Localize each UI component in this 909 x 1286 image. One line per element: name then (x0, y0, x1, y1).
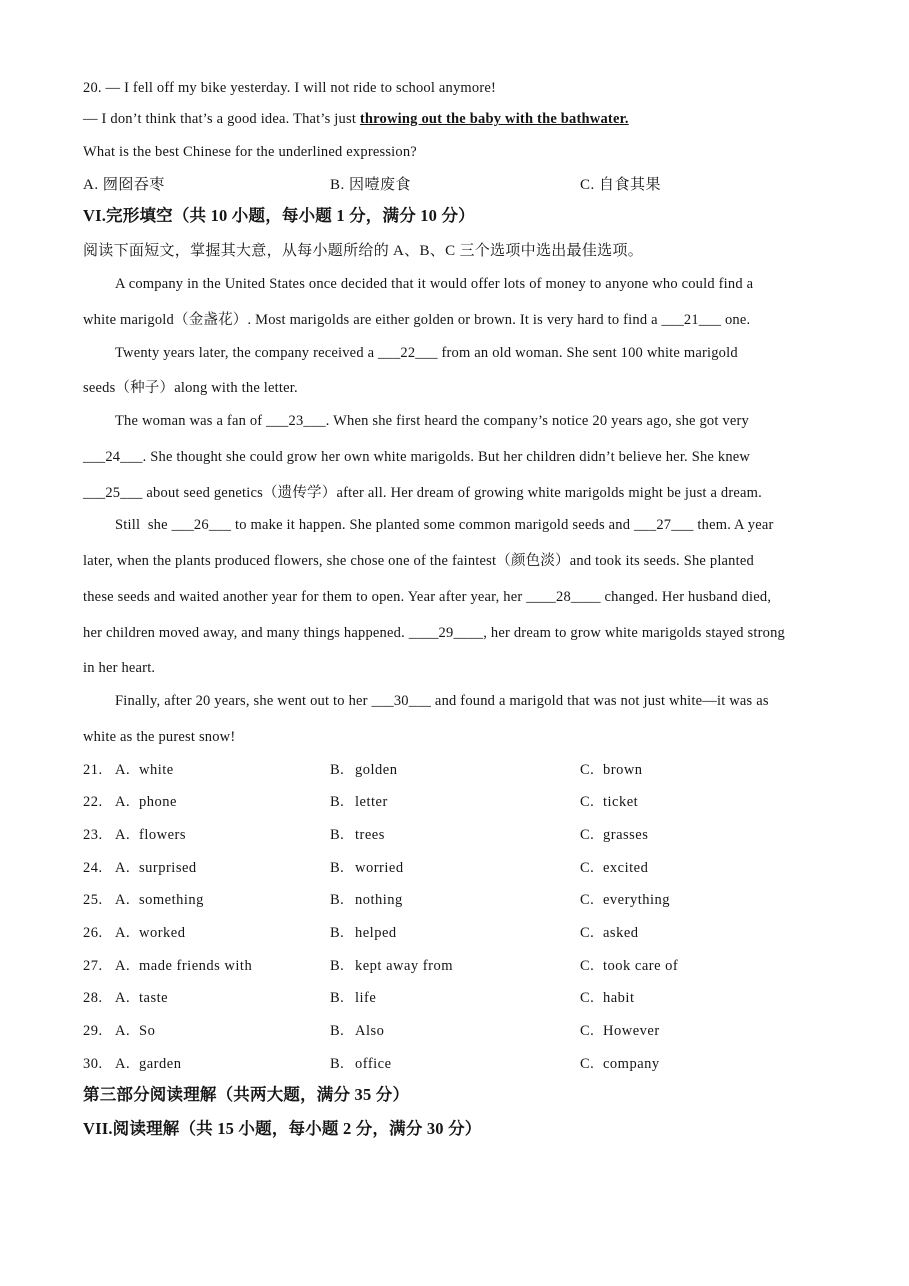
option-row (0, 793, 909, 811)
option-label: A. (115, 925, 131, 941)
option-text: made friends with (139, 958, 253, 974)
option-row (0, 891, 909, 909)
option-label: A. (115, 1023, 131, 1039)
option-text: helped (355, 925, 397, 941)
question-number: 27. (83, 958, 103, 974)
option-text: white (139, 762, 174, 778)
option-text: company (603, 1056, 660, 1072)
question-number: 22. (83, 794, 103, 810)
question-number: 26. (83, 925, 103, 941)
option-text: ticket (603, 794, 639, 810)
option-label: B. (330, 1023, 345, 1039)
option-label: C. (580, 827, 595, 843)
option-label: B. (330, 762, 345, 778)
option-label: B. (330, 860, 345, 876)
option-label: C. (580, 762, 595, 778)
q20-stem: 20. — I fell off my bike yesterday. I will not ride to school anymore! (83, 80, 497, 96)
option-label: C. (580, 1056, 595, 1072)
option-text: everything (603, 892, 671, 908)
section7-heading: VII.阅读理解（共 15 小题，每小题 2 分，满分 30 分） (83, 1119, 482, 1138)
option-row (0, 1022, 909, 1040)
passage-line: ___24___. She thought she could grow her own white marigolds. But her children didn’t believe her. She knew (83, 449, 751, 465)
option-text: flowers (139, 827, 186, 843)
option-label: A. (115, 1056, 131, 1072)
part3-heading: 第三部分阅读理解（共两大题，满分 35 分） (83, 1085, 410, 1104)
option-label: C. (580, 892, 595, 908)
option-text: trees (355, 827, 385, 843)
question-number: 25. (83, 892, 103, 908)
passage-line: A company in the United States once decided that it would offer lots of money to anyone who could find a (115, 276, 754, 292)
option-text: something (139, 892, 204, 908)
option-text: grasses (603, 827, 649, 843)
passage-line: white as the purest snow! (83, 729, 236, 745)
q20-option-a (83, 176, 165, 194)
q20-option-c (580, 176, 661, 194)
option-label: A. (115, 892, 131, 908)
option-row (0, 1055, 909, 1073)
question-number: 30. (83, 1056, 103, 1072)
option-text: office (355, 1056, 392, 1072)
option-label: B. (330, 794, 345, 810)
option-row (0, 826, 909, 844)
option-label: B. (330, 925, 345, 941)
option-text: phone (139, 794, 177, 810)
option-text: brown (603, 762, 643, 778)
option-text: life (355, 990, 377, 1006)
option-label: C. (580, 925, 595, 941)
option-text: worked (139, 925, 186, 941)
option-text: Also (355, 1023, 385, 1039)
passage-line: Twenty years later, the company received a ___22___ from an old woman. She sent 100 white marigold (115, 345, 738, 361)
option-label: A. (115, 762, 131, 778)
option-label: A. (115, 860, 131, 876)
option-label: B. (330, 990, 345, 1006)
option-label: B. (330, 958, 345, 974)
passage-line: her children moved away, and many things happened. ____29____, her dream to grow white marigolds stayed strong (83, 625, 785, 641)
q20-options (0, 176, 909, 194)
option-text: surprised (139, 860, 197, 876)
q20-underlined-idiom: throwing out the baby with the bathwater. (359, 111, 629, 127)
passage-line: Still she ___26___ to make it happen. She planted some common marigold seeds and ___27___ them. A year (115, 517, 774, 533)
option-row (0, 957, 909, 975)
option-text: garden (139, 1056, 182, 1072)
option-label: C. (580, 990, 595, 1006)
passage-line: Finally, after 20 years, she went out to her ___30___ and found a marigold that was not just white—it was as (115, 693, 769, 709)
option-text: However (603, 1023, 660, 1039)
q20-option-b (330, 176, 411, 194)
option-label: A. (115, 958, 131, 974)
option-label: B. (330, 177, 345, 193)
option-label: C. (580, 177, 595, 193)
q20-reply-text: — I don’t think that’s a good idea. That’s just (83, 111, 360, 127)
option-row (0, 761, 909, 779)
option-text: worried (355, 860, 404, 876)
option-row (0, 859, 909, 877)
option-label: A. (115, 827, 131, 843)
question-number: 23. (83, 827, 103, 843)
option-text: So (139, 1023, 156, 1039)
question-number: 29. (83, 1023, 103, 1039)
option-text: excited (603, 860, 649, 876)
option-text: 自食其果 (599, 177, 662, 193)
option-label: C. (580, 1023, 595, 1039)
option-label: A. (115, 990, 131, 1006)
option-row (0, 924, 909, 942)
q20-reply (83, 110, 629, 128)
option-label: B. (330, 1056, 345, 1072)
q20-prompt: What is the best Chinese for the underlined expression? (83, 144, 417, 160)
option-text: habit (603, 990, 635, 1006)
question-number: 28. (83, 990, 103, 1006)
option-label: C. (580, 860, 595, 876)
option-text: 囫囵吞枣 (102, 177, 165, 193)
option-text: letter (355, 794, 388, 810)
question-number: 21. (83, 762, 103, 778)
option-label: B. (330, 827, 345, 843)
option-label: C. (580, 794, 595, 810)
option-row (0, 989, 909, 1007)
option-text: 因噎废食 (349, 177, 412, 193)
option-label: A. (115, 794, 131, 810)
passage-line: The woman was a fan of ___23___. When she first heard the company’s notice 20 years ago, she got very (115, 413, 749, 429)
option-text: asked (603, 925, 639, 941)
passage-line: later, when the plants produced flowers, she chose one of the faintest（颜色淡）and took its seeds. She planted (83, 553, 754, 569)
option-text: nothing (355, 892, 403, 908)
option-label: B. (330, 892, 345, 908)
option-text: took care of (603, 958, 679, 974)
section6-instruction: 阅读下面短文，掌握其大意，从每小题所给的 A、B、C 三个选项中选出最佳选项。 (83, 243, 644, 259)
passage-line: seeds（种子）along with the letter. (83, 380, 298, 396)
question-number: 24. (83, 860, 103, 876)
passage-line: white marigold（金盏花）. Most marigolds are either golden or brown. It is very hard to find a ___21___ one. (83, 312, 751, 328)
option-text: taste (139, 990, 169, 1006)
section6-heading: VI.完形填空（共 10 小题，每小题 1 分，满分 10 分） (83, 206, 475, 225)
option-text: golden (355, 762, 398, 778)
passage-line: ___25___ about seed genetics（遗传学）after all. Her dream of growing white marigolds might be just a dream. (83, 485, 762, 501)
option-label: A. (83, 177, 99, 193)
option-label: C. (580, 958, 595, 974)
passage-line: in her heart. (83, 660, 156, 676)
passage-line: these seeds and waited another year for them to open. Year after year, her ____28____ changed. Her husband died, (83, 589, 772, 605)
option-text: kept away from (355, 958, 453, 974)
